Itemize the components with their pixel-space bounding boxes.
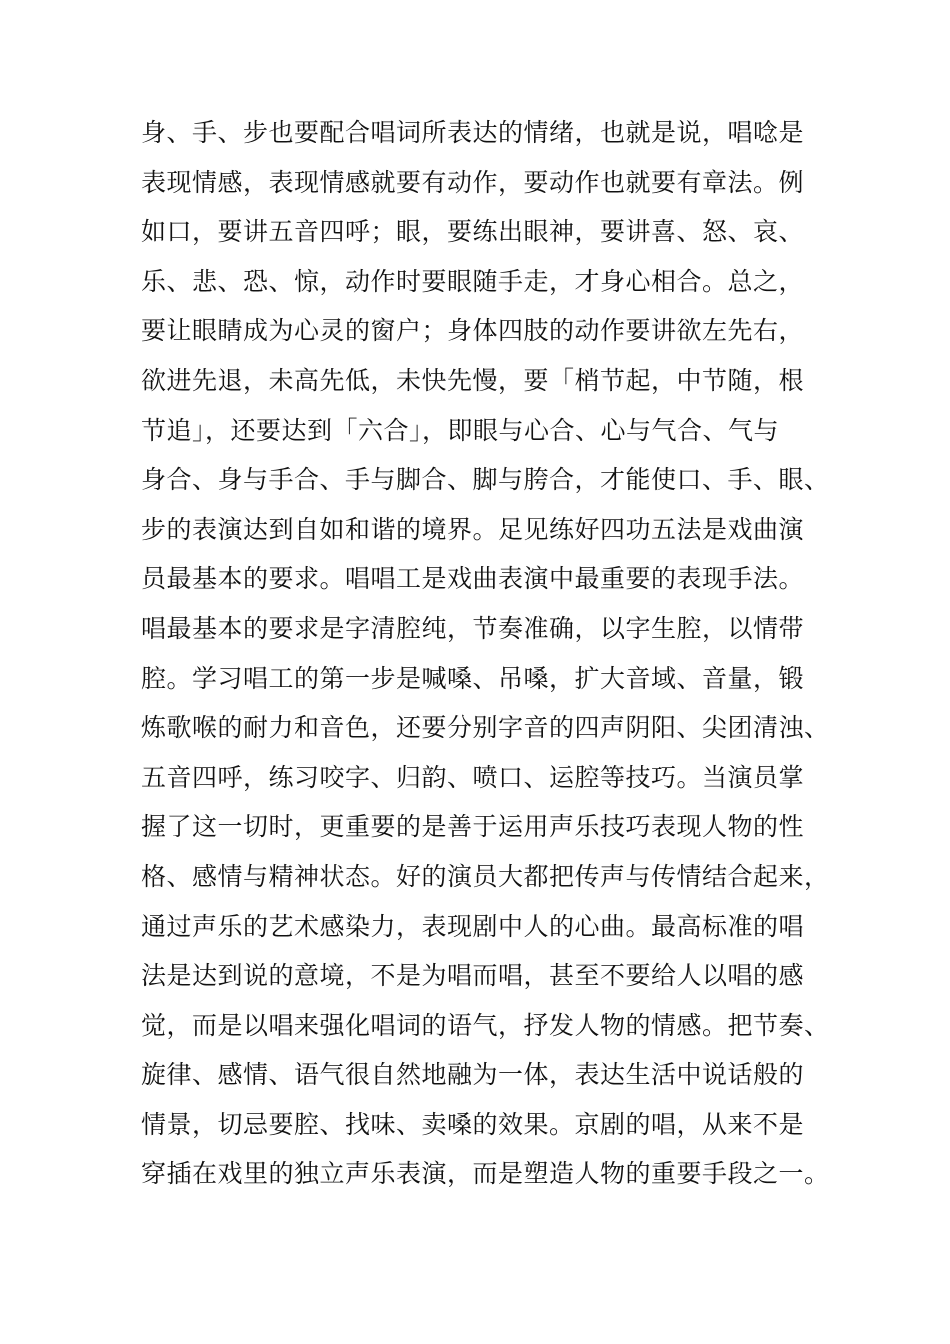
text-line: 格、感情与精神状态。好的演员大都把传声与传情结合起来， <box>141 861 830 891</box>
text-line: 炼歌喉的耐力和音色，还要分别字音的四声阴阳、尖团清浊、 <box>141 713 830 743</box>
text-line: 员最基本的要求。唱唱工是戏曲表演中最重要的表现手法。 <box>141 564 805 594</box>
text-line: 五音四呼，练习咬字、归韵、喷口、运腔等技巧。当演员掌 <box>141 762 805 792</box>
text-line: 乐、悲、恐、惊，动作时要眼随手走，才身心相合。总之， <box>141 266 805 296</box>
text-line: 觉，而是以唱来强化唱词的语气，抒发人物的情感。把节奏、 <box>141 1010 830 1040</box>
text-line: 节追」，还要达到「六合」，即眼与心合、心与气合、气与 <box>141 415 780 445</box>
text-line: 要让眼睛成为心灵的窗户；身体四肢的动作要讲欲左先右， <box>141 316 805 346</box>
text-line: 通过声乐的艺术感染力，表现剧中人的心曲。最高标准的唱 <box>141 911 805 941</box>
text-line: 如口，要讲五音四呼；眼，要练出眼神，要讲喜、怒、哀、 <box>141 217 805 247</box>
text-line: 腔。学习唱工的第一步是喊嗓、吊嗓，扩大音域、音量，锻 <box>141 663 805 693</box>
text-line: 唱最基本的要求是字清腔纯，节奏准确，以字生腔，以情带 <box>141 613 805 643</box>
text-line: 表现情感，表现情感就要有动作，要动作也就要有章法。例 <box>141 167 805 197</box>
text-line: 法是达到说的意境，不是为唱而唱，甚至不要给人以唱的感 <box>141 961 805 991</box>
text-line: 步的表演达到自如和谐的境界。足见练好四功五法是戏曲演 <box>141 514 805 544</box>
text-line: 身合、身与手合、手与脚合、脚与胯合，才能使口、手、眼、 <box>141 465 830 495</box>
text-line: 旋律、感情、语气很自然地融为一体，表达生活中说话般的 <box>141 1060 805 1090</box>
text-line: 穿插在戏里的独立声乐表演，而是塑造人物的重要手段之一。 <box>141 1159 830 1189</box>
text-line: 身、手、步也要配合唱词所表达的情绪，也就是说，唱唸是 <box>141 118 805 147</box>
text-line: 握了这一切时，更重要的是善于运用声乐技巧表现人物的性 <box>141 812 805 842</box>
text-line: 情景，切忌要腔、找味、卖嗓的效果。京剧的唱，从来不是 <box>141 1109 805 1139</box>
body-text <box>141 108 831 1199</box>
text-line: 欲进先退，未高先低，未快先慢，要「梢节起，中节随，根 <box>141 365 805 395</box>
